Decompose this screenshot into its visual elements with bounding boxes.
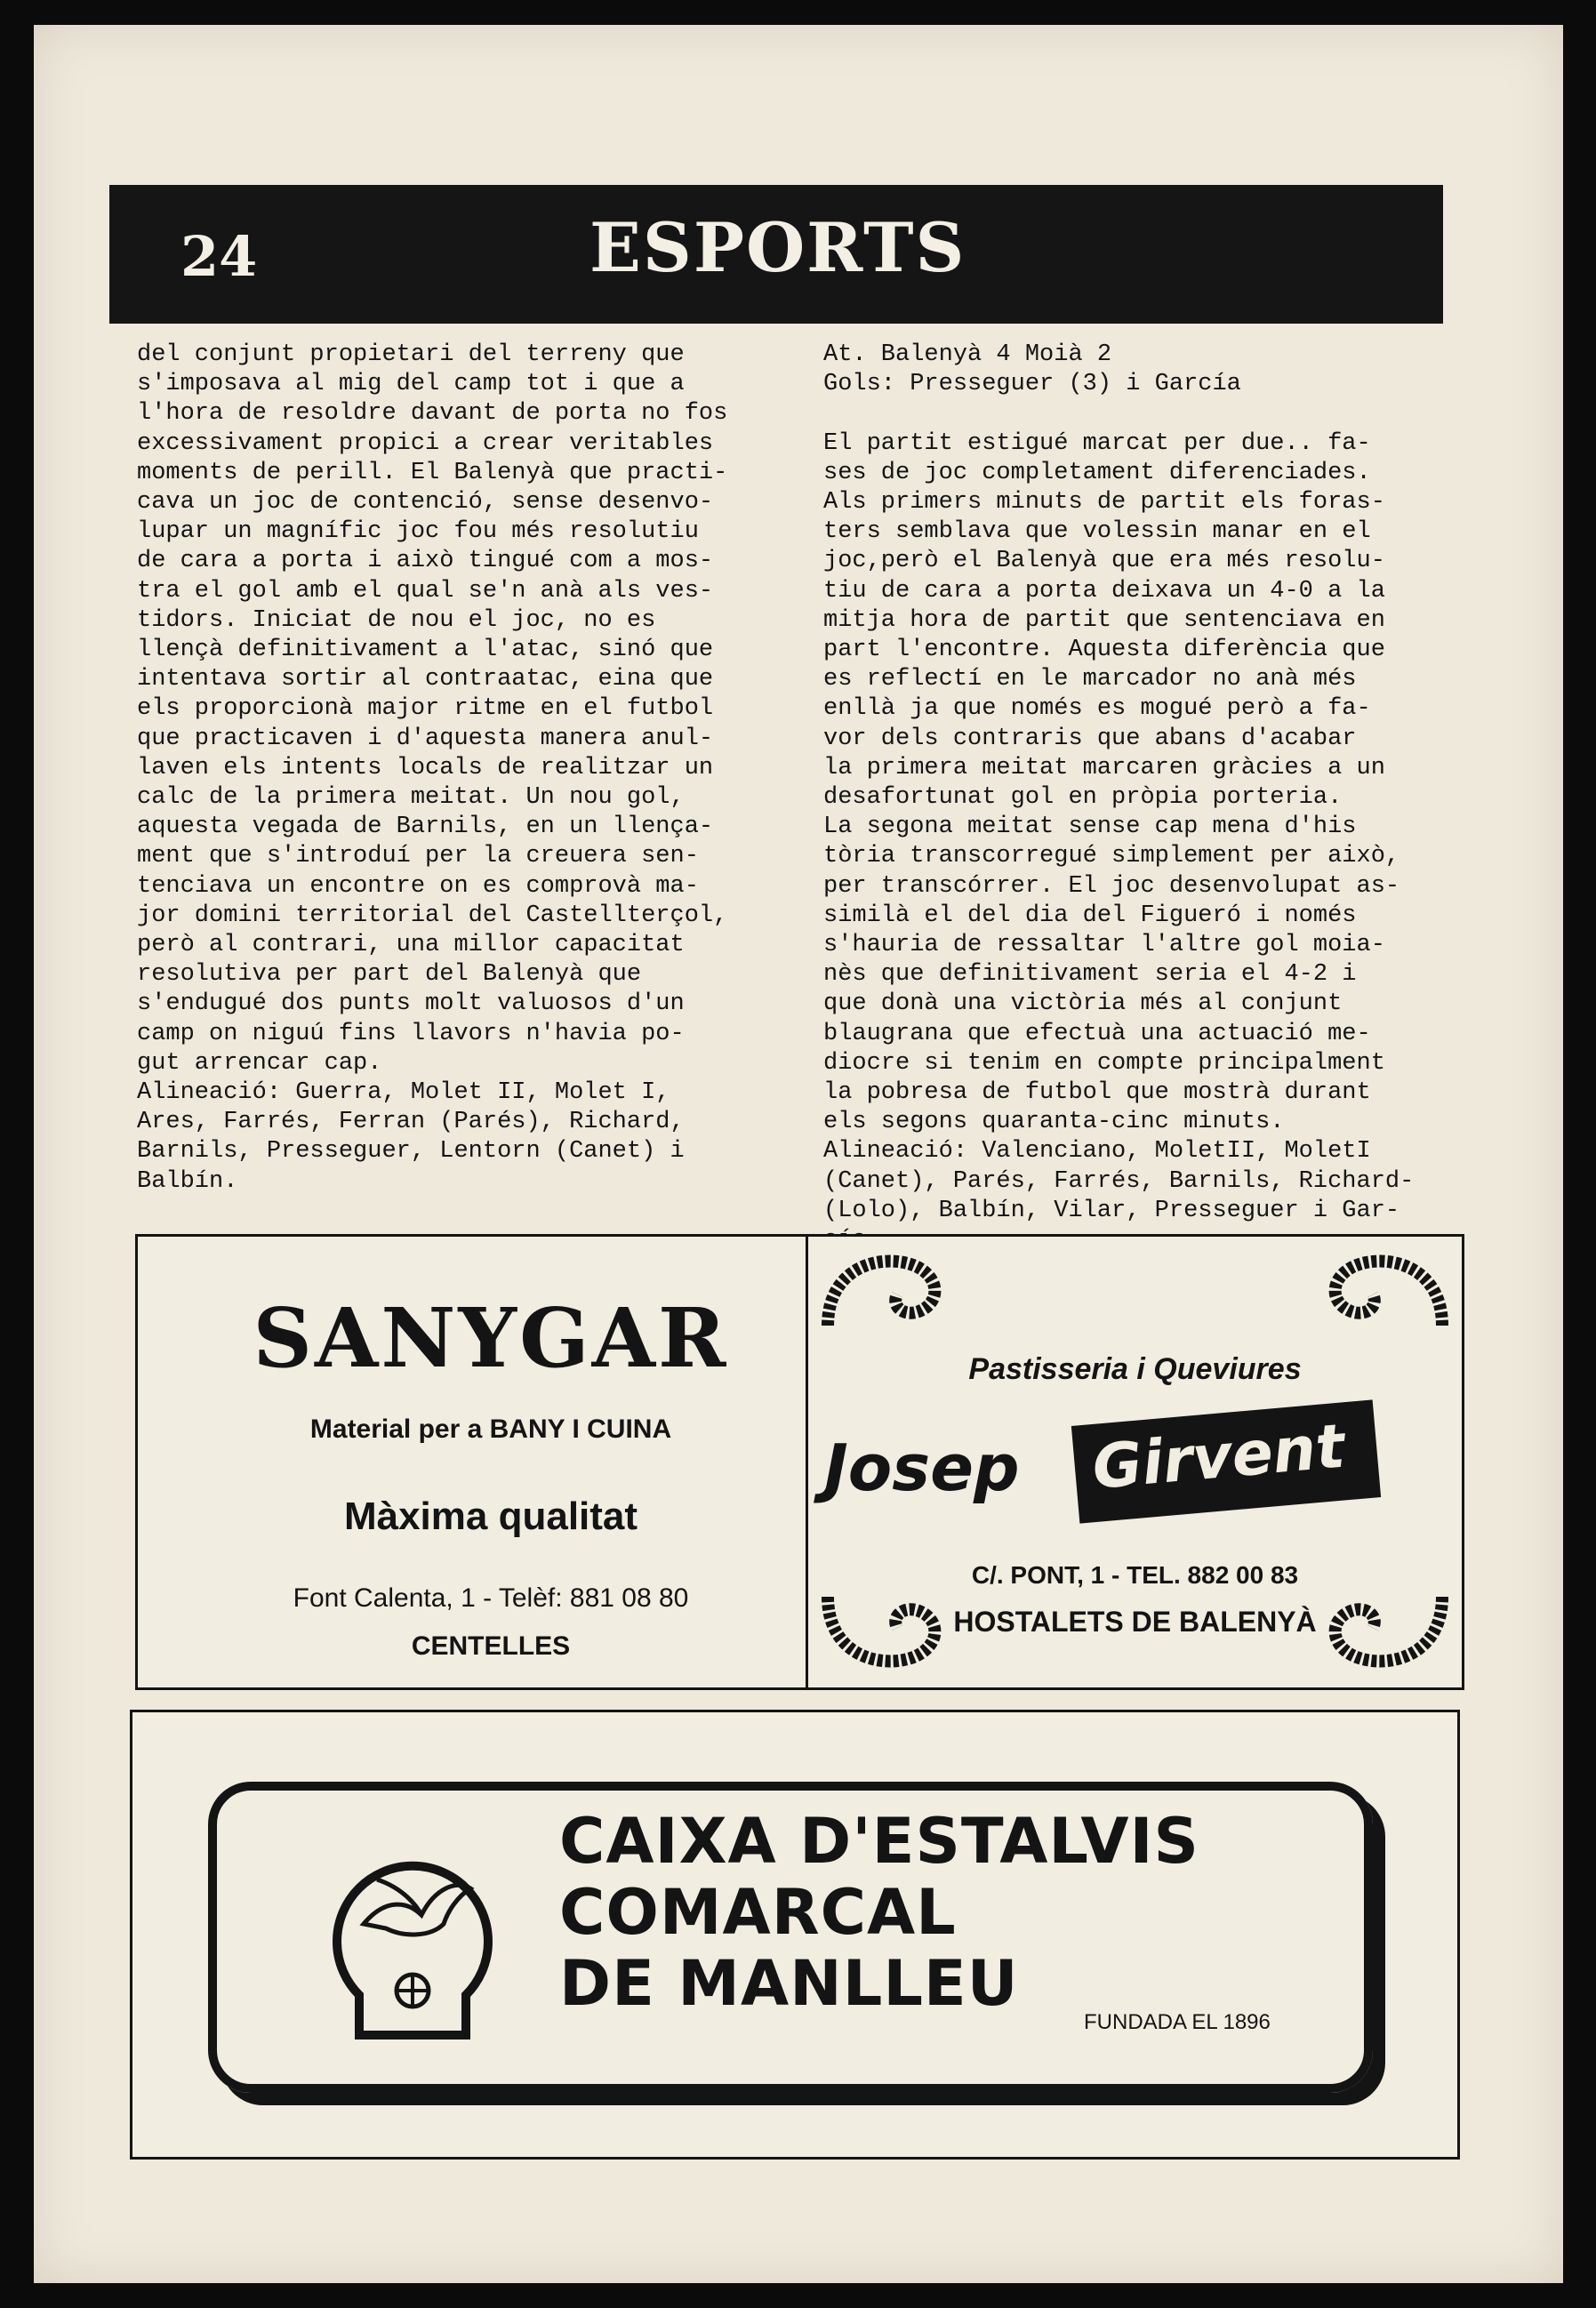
girvent-address: C/. PONT, 1 - TEL. 882 00 83 [971,1561,1299,1589]
sanygar-tagline: Material per a BANY I CUINA [309,1414,672,1444]
caixa-name-line3: DE MANLLEU [559,1947,1019,2020]
caixa-ad [130,1710,1460,2160]
girvent-ad [806,1234,1464,1690]
section-header [109,185,1443,324]
page-number: 24 [180,224,258,289]
caixa-name-line2: COMARCAL [559,1876,957,1949]
magazine-page [34,25,1563,2283]
dove-globe-emblem-icon [324,1826,501,2048]
swirl-ornament-icon [1318,1246,1451,1343]
girvent-name-panel [1071,1399,1381,1523]
article-column-right: At. Balenyà 4 Moià 2 Gols: Presseguer (3) i García El partit estigué marcat per due.. fa- ses de joc completament diferenciades. Als primers minuts de partit els foras- ters semblava que volessin manar en el joc,però el Balenyà que era més resolu- tiu de cara a porta deixava un 4-0 a la mitja hora de partit que sentenciava en part l'encontre. Aquesta diferència que es reflectí en le marcador no anà més enllà ja que només es mogué però a fa- vor dels contraris que abans d'acabar la primera meitat marcaren gràcies a un desafortunat gol en pròpia porteria. La segona meitat sense cap mena d'his tòria transcorregué simplement per això, per transcórrer. El joc desenvolupat as- similà el del dia del Figueró i només s'hauria de ressaltar l'altre gol moia- nès que definitivament seria el 4-2 i que donà una victòria més al conjunt blaugrana que efectuà una actuació me- diocre si tenim en compte principalment la pobresa de futbol que mostrà durant els segons quaranta-cinc minuts. Alineació: Valenciano, MoletII, MoletI (Canet), Parés, Farrés, Barnils, Richard- (Lolo), Balbín, Vilar, Presseguer i Gar- [823,341,1415,1224]
caixa-name-line1: CAIXA D'ESTALVIS [559,1805,1199,1878]
girvent-tagline: Pastisseria i Queviures [968,1352,1302,1386]
girvent-first-name: Josep [824,1430,1020,1505]
sanygar-logo: SANYGAR [253,1290,729,1386]
sanygar-town: CENTELLES [411,1631,571,1661]
swirl-ornament-icon [819,1246,952,1343]
girvent-town: HOSTALETS DE BALENYÀ [953,1606,1317,1638]
girvent-last-name: Girvent [1089,1411,1348,1503]
article-column-left: del conjunt propietari del terreny que s'imposava al mig del camp tot i que a l'hora de resoldre davant de porta no fos excessivament propici a crear veritables moments de perill. El Balenyà que practi- cava un joc de contenció, sense desenvo- lupar un magnífic joc fou més resolutiu de cara a porta i això tingué com a mos- tra el gol amb el qual se'n anà als ves- tidors. Iniciat de nou el joc, no es llençà definitivament a l'atac, sinó que intentava sortir al contraatac, eina que els proporcionà major ritme en el futbol que practicaven i d'aquesta manera anul- laven els intents locals de realitzar un calc de la primera meitat. Un nou gol, aquesta vegada de Barnils, en un llença- ment que s'introduí per la creuera sen- tenciava un encontre on es comprovà ma- jor domini territorial del Castellterçol, però al contrari, una millor capacitat resolutiva per part del Balenyà que s'endugué dos punts molt valuosos d'un camp on niguú fins llavors n'havia po- gut arrencar cap. Alineació: Guerra, Molet II, Molet I, Ares, Farrés, Ferran (Parés), Richard, Barnils, Presseguer, Lentorn (Canet) i Balbín. [137,341,728,1195]
sanygar-address: Font Calenta, 1 - Telèf: 881 08 80 [293,1583,689,1613]
section-title: ESPORTS [589,208,966,287]
sanygar-quality: Màxima qualitat [343,1495,638,1538]
sanygar-ad [135,1234,846,1690]
caixa-founded: FUNDADA EL 1896 [1084,2010,1271,2034]
